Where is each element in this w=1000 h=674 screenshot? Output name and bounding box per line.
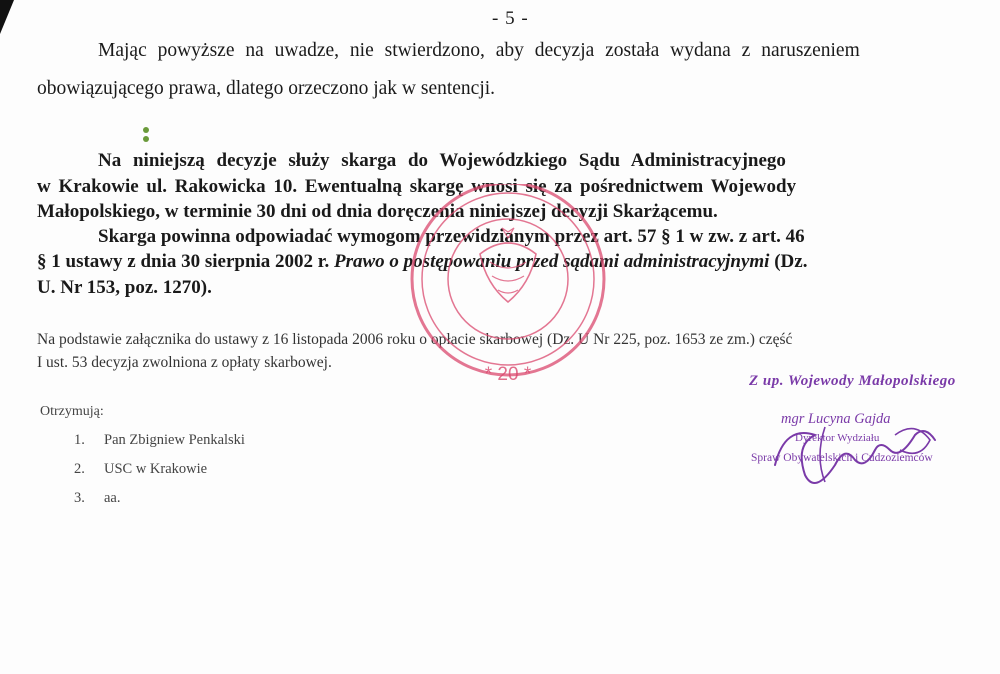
recipient-number: 1. [74, 432, 85, 448]
signatory-title: Dyrektor Wydziału [795, 432, 880, 444]
recipient-name: aa. [104, 490, 121, 506]
recipient-item [74, 461, 207, 478]
recipient-item [74, 490, 121, 507]
green-dots-mark [143, 127, 149, 145]
intro-line-2: obowiązującego prawa, dlatego orzeczono jak w sentencji. [37, 78, 496, 99]
fee-note-line-1: Na podstawie załącznika do ustawy z 16 listopada 2006 roku o opłacie skarbowej (Dz. U Nr 225, poz. 1653 ze zm.) część [37, 331, 793, 348]
recipient-name: USC w Krakowie [104, 461, 208, 477]
signatory-department: Spraw Obywatelskich i Cudzoziemców [751, 452, 933, 464]
recipient-item [74, 432, 245, 449]
stamp-number: * 20 * [484, 364, 532, 385]
signatory-name: mgr Lucyna Gajda [781, 411, 891, 427]
appeal-line-4: Skarga powinna odpowiadać wymogom przewidzianym przez art. 57 § 1 w zw. z art. 46 [98, 226, 805, 247]
appeal-line-3: Małopolskiego, w terminie 30 dni od dnia doręczenia niniejszej decyzji Skarżącemu. [37, 201, 718, 222]
handwritten-signature [755, 405, 995, 495]
recipients-heading: Otrzymują: [40, 404, 104, 419]
statute-title: Prawo o postępowaniu przed sądami administracyjnymi [334, 251, 770, 272]
signature-block [735, 365, 1000, 495]
appeal-line-1: Na niniejszą decyzje służy skarga do Wojewódzkiego Sądu Administracyjnego [98, 150, 786, 171]
intro-line-1: Mając powyższe na uwadze, nie stwierdzono, aby decyzja została wydana z naruszeniem [98, 40, 860, 61]
recipient-number: 2. [74, 461, 85, 477]
scan-corner-mark [0, 0, 14, 34]
appeal-line-5 [37, 251, 807, 273]
recipient-name: Pan Zbigniew Penkalski [104, 432, 245, 448]
appeal-line-2: w Krakowie ul. Rakowicka 10. Ewentualną skargę wnosi się za pośrednictwem Wojewody [37, 176, 797, 197]
page-number: - 5 - [492, 8, 529, 29]
recipient-number: 3. [74, 490, 85, 506]
appeal-line-5-post: (Dz. [769, 251, 808, 272]
appeal-line-6: U. Nr 153, poz. 1270). [37, 277, 212, 298]
signature-on-behalf: Z up. Wojewody Małopolskiego [749, 373, 956, 389]
appeal-line-5-pre: § 1 ustawy z dnia 30 sierpnia 2002 r. [37, 251, 334, 272]
fee-note-line-2: I ust. 53 decyzja zwolniona z opłaty skarbowej. [37, 354, 332, 371]
